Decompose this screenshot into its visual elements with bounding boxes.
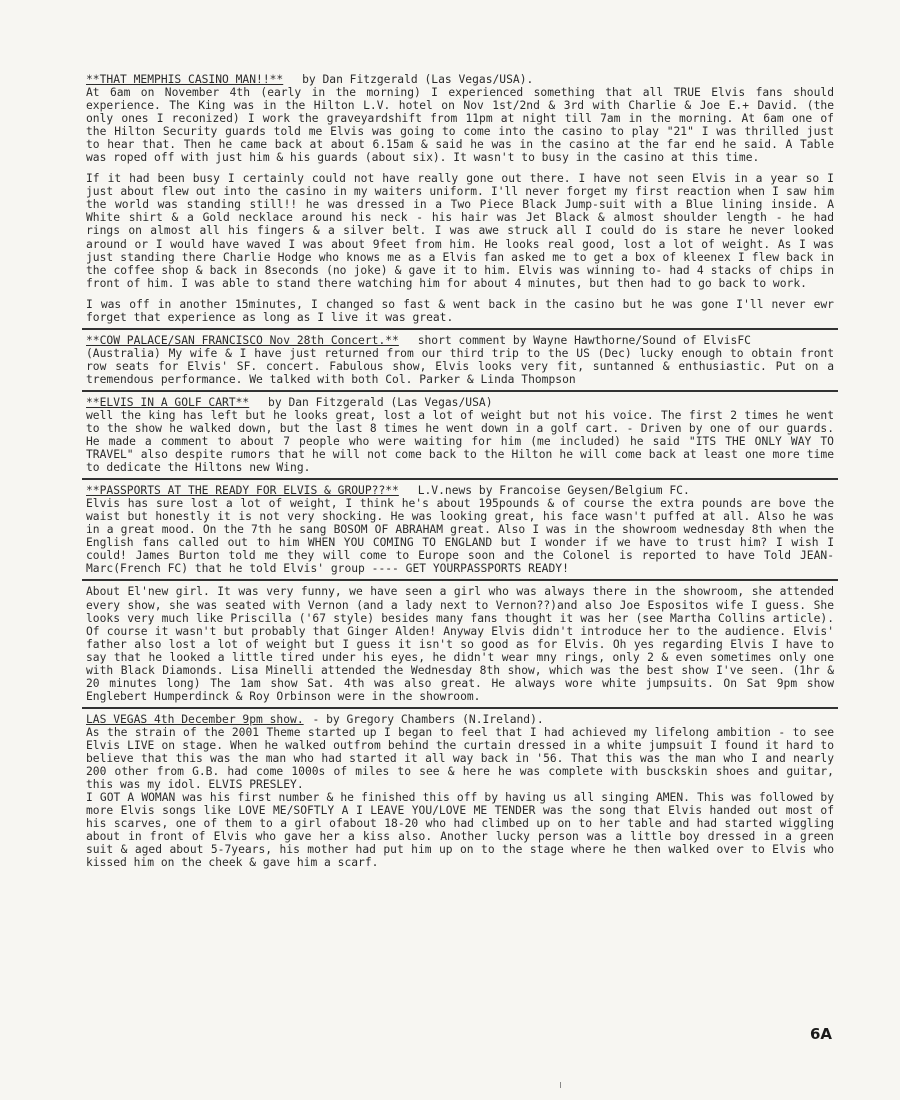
article-heading <box>86 73 834 86</box>
article-paragraph: I was off in another 15minutes, I changed so fast & went back in the casino but he was gone I'll never ewr forget that experience as long as I live it was great. <box>86 297 834 324</box>
article-paragraph: Elvis has sure lost a lot of weight, I think he's about 195pounds & of course the extra pounds are bove the waist but honestly it is not very shocking. He was looking great, his face wasn't puffed at all. Also he was in a great mood. On the 7th he sang BOSOM OF ABRAHAM great. Also I was in the showroom wednesday 8th when the English fans called out to him WHEN YOU COMING TO ENGLAND but I wonder if we have to trust him? I wish I could! James Burton told me they will come to Europe soon and the Colonel is reported to have Told JEAN-Marc(French FC) that he told Elvis' group ---- GET YOURPASSPORTS READY! <box>86 497 834 576</box>
section-divider <box>82 579 838 581</box>
article-heading <box>86 713 834 726</box>
article-byline: short comment by Wayne Hawthorne/Sound of ElvisFC <box>417 333 751 347</box>
section-divider <box>82 328 838 330</box>
section-divider <box>82 390 838 392</box>
article-cow-palace <box>86 334 834 386</box>
article-passports <box>86 484 834 575</box>
article-title: LAS VEGAS 4th December 9pm show. <box>86 712 304 726</box>
article-memphis-casino <box>86 73 834 324</box>
article-heading <box>86 484 834 497</box>
article-paragraph: If it had been busy I certainly could not have really gone out there. I have not seen Elvis in a year so I just about flew out into the casino in my waiters uniform. I'll never forget my first reaction when I saw him the world was standing still!! he was dressed in a Two Piece Black Jump-suit with a Blue lining inside. A White shirt & a Gold necklace around his neck - his hair was Jet Black & almost shoulder length - he had rings on almost all his fingers & a silver belt. I was awe struck all I could do is stare he never looked around or I would have waved I was about 9feet from him. He looks real good, lost a lot of weight. As I was just standing there Charlie Hodge who knows me as a Elvis fan asked me to get a box of kleenex I flew back in the coffee shop & back in 8seconds (no joke) & gave it to him. Elvis was winning to- had 4 stacks of chips in front of him. I was able to stand there watching him for about 4 minutes, but then had to go back to work. <box>86 172 834 290</box>
article-heading <box>86 396 834 409</box>
article-byline: - by Gregory Chambers (N.Ireland). <box>312 712 544 726</box>
article-title: **PASSPORTS AT THE READY FOR ELVIS & GROUP??** <box>86 484 399 498</box>
article-column <box>86 73 834 869</box>
article-paragraph: well the king has left but he looks great, lost a lot of weight but not his voice. The first 2 times he went to the show he walked down, but the last 8 times he went down in a golf cart. - Driven by one of our guards. He made a comment to about 7 people who were waiting for him (me included) he said "ITS THE ONLY WAY TO TRAVEL" also despite rumors that he will not come back to the Hilton he will come back at least one more time to dedicate the Hiltons new Wing. <box>86 408 834 475</box>
article-paragraph: (Australia) My wife & I have just returned from our third trip to the US (Dec) lucky enough to obtain front row seats for Elvis' SF. concert. Fabulous show, Elvis looks very fit, suntanned & enthusiastic. Put on a tremendous performance. We talked with both Col. Parker & Linda Thompson <box>86 346 834 386</box>
article-las-vegas-show <box>86 713 834 870</box>
section-divider <box>82 707 838 709</box>
article-paragraph: About El'new girl. It was very funny, we have seen a girl who was always there in the showroom, she attended every show, she was seated with Vernon (and a lady next to Vernon??)and also Joe Espositos wife I guess. She looks very much like Priscilla ('67 style) besides many fans thought it was her (see Martha Collins article). Of course it wasn't but probably that Ginger Alden! Anyway Elvis didn't introduce her to the audience. Elvis' father also lost a lot of weight but I guess it isn't so good as for Elvis. Oh yes regarding Elvis I have to say that he looked a little tired under his eyes, he didn't wear mny rings, only 2 & even sometimes only one with Black Diamonds. Lisa Minelli attended the Wednesday 8th show, which was the best show I've seen. (1hr & 20 minutes long) The 1am show Sat. 4th was also great. He always wore white jumpsuits. On Sat 9pm show Englebert Humperdinck & Roy Orbinson were in the showroom. <box>86 585 834 703</box>
article-paragraph: I GOT A WOMAN was his first number & he finished this off by having us all singing AMEN. This was followed by more Elvis songs like LOVE ME/SOFTLY A I LEAVE YOU/LOVE ME TENDER was the song that Elvis handed out most of his scarves, one of them to a girl ofabout 18-20 who had climbed up on to her table and had started wiggling about in front of Elvis who gave her a kiss also. Another lucky person was a little boy dressed in a green suit & aged about 5-7years, his mother had put him up on to the stage where he then walked over to Elvis who kissed him on the cheek & gave him a scarf. <box>86 791 834 870</box>
article-title: **THAT MEMPHIS CASINO MAN!!** <box>86 73 284 86</box>
section-divider <box>82 478 838 480</box>
page-number: 6A <box>810 1025 833 1043</box>
article-golf-cart <box>86 396 834 474</box>
article-byline: L.V.news by Francoise Geysen/Belgium FC. <box>417 484 690 498</box>
article-paragraph: At 6am on November 4th (early in the morning) I experienced something that all TRUE Elvis fans should experience. The King was in the Hilton L.V. hotel on Nov 1st/2nd & 3rd with Charlie & Joe E.+ David. (the only ones I reconized) I work the graveyardshift from 11pm at night till 7am in the morning. At 6am one of the Hilton Security guards told me Elvis was going to come into the casino to play "21" I was thrilled just to hear that. Then he came back at about 6.15am & said he was in the casino at the far end he said. A Table was roped off with just him & his guards (about six). It wasn't to busy in the casino at this time. <box>86 86 834 165</box>
article-heading <box>86 334 834 347</box>
article-new-girl <box>86 585 834 702</box>
article-paragraph: As the strain of the 2001 Theme started up I began to feel that I had achieved my lifelong ambition - to see Elvis LIVE on stage. When he walked outfrom behind the curtain dressed in a white jumpsuit I found it hard to believe that this was the man who had started it all way back in '56. That this was the man who I and nearly 200 other from G.B. had come 1000s of miles to see & here he was complete with busckskin shoes and guitar, this was my idol. ELVIS PRESLEY. <box>86 725 834 792</box>
article-title: **ELVIS IN A GOLF CART** <box>86 395 250 409</box>
stray-mark <box>560 1082 564 1088</box>
article-byline: by Dan Fitzgerald (Las Vegas/USA). <box>302 73 534 86</box>
article-title: **COW PALACE/SAN FRANCISCO Nov 28th Concert.** <box>86 333 399 347</box>
article-byline: by Dan Fitzgerald (Las Vegas/USA) <box>268 395 493 409</box>
